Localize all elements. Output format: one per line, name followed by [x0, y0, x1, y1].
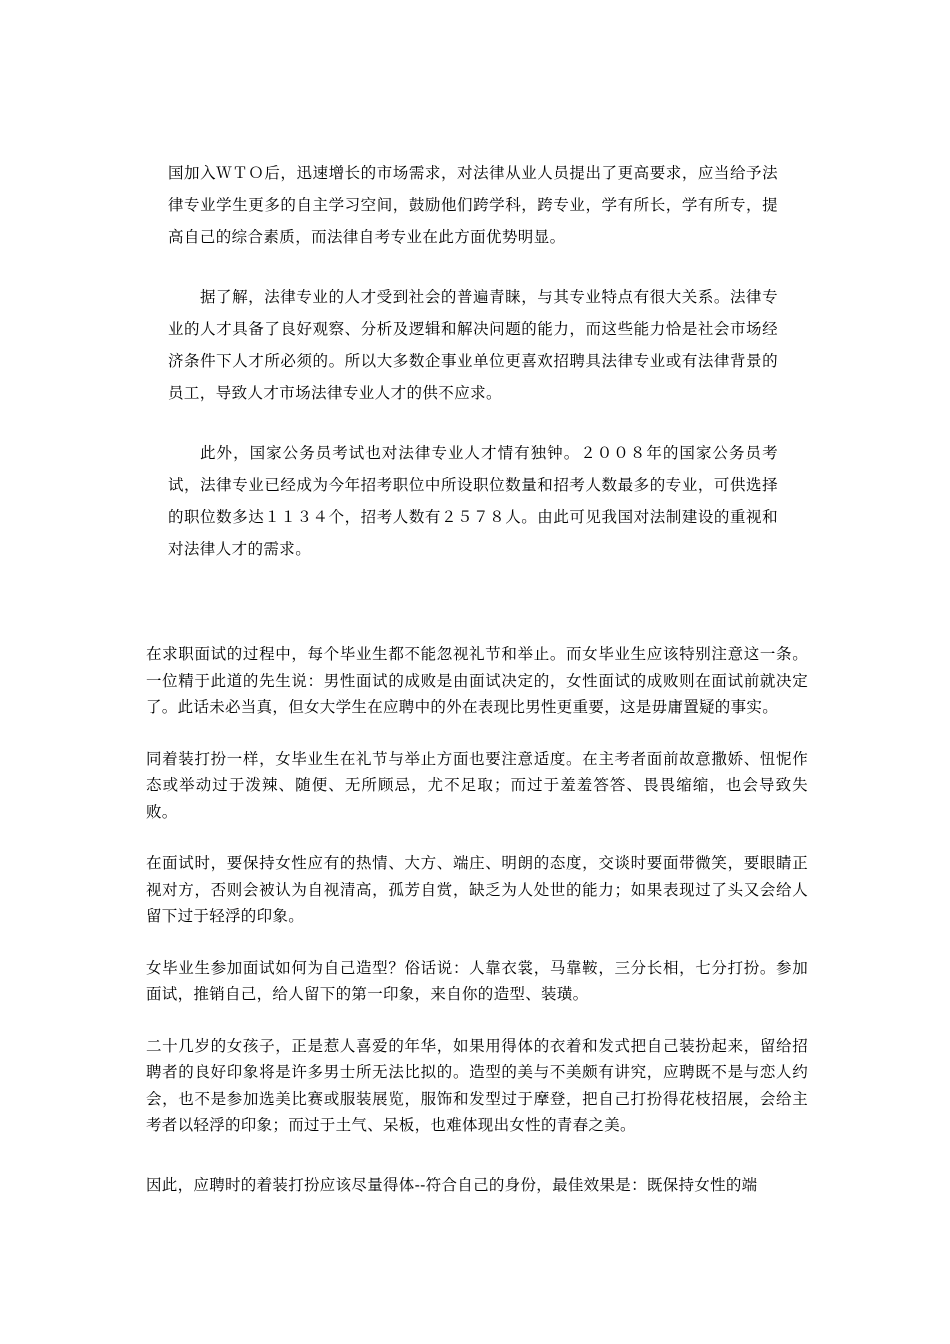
- paragraph-appropriate-dress: 因此，应聘时的着装打扮应该尽量得体--符合自己的身份，最佳效果是：既保持女性的端: [146, 1175, 758, 1194]
- paragraph-styling-question: 女毕业生参加面试如何为自己造型？俗话说：人靠衣裳，马靠鞍，三分长相，七分打扮。参加面试，推销自己，给人留下的第一印象，来自你的造型、装璜。: [146, 958, 808, 1003]
- paragraph-civil-service-exam: 此外，国家公务员考试也对法律专业人才情有独钟。２００８年的国家公务员考试，法律专业已经成为今年招考职位中所设职位数量和招考人数最多的专业，可供选择的职位数多达１１３４个，招考人数有２５７８人。由此可见我国对法制建设的重视和对法律人才的需求。: [168, 444, 778, 558]
- paragraph-moderate-behavior: 同着装打扮一样，女毕业生在礼节与举止方面也要注意适度。在主考者面前故意撒娇、忸怩作态或举动过于泼辣、随便、无所顾忌，尤不足取；而过于羞羞答答、畏畏缩缩，也会导致失败。: [146, 749, 808, 821]
- paragraph-interview-attitude: 在面试时，要保持女性应有的热情、大方、端庄、明朗的态度，交谈时要面带微笑，要眼睛正视对方，否则会被认为自视清高，孤芳自赏，缺乏为人处世的能力；如果表现过了头又会给人留下过于轻浮的印象。: [146, 854, 808, 925]
- interview-etiquette-section: [146, 641, 808, 1223]
- paragraph-youthful-image: 二十几岁的女孩子，正是惹人喜爱的年华，如果用得体的衣着和发式把自己装扮起来，留给招聘者的良好印象将是许多男士所无法比拟的。造型的美与不美颇有讲究，应聘既不是与恋人约会，也不是参加选美比赛或服装展览，服饰和发型过于摩登，把自己打扮得花枝招展，会给主考者以轻浮的印象；而过于土气、呆板，也难体现出女性的青春之美。: [146, 1036, 808, 1134]
- paragraph-wto-demand: 国加入ＷＴＯ后，迅速增长的市场需求，对法律从业人员提出了更高要求，应当给予法律专业学生更多的自主学习空间，鼓励他们跨学科，跨专业，学有所长，学有所专，提高自己的综合素质，而法律自考专业在此方面优势明显。: [168, 164, 778, 246]
- paragraph-law-talent-popularity: 据了解，法律专业的人才受到社会的普遍青睐，与其专业特点有很大关系。法律专业的人才具备了良好观察、分析及逻辑和解决问题的能力，而这些能力恰是社会市场经济条件下人才所必须的。所以大多数企事业单位更喜欢招聘具法律专业或有法律背景的员工，导致人才市场法律专业人才的供不应求。: [168, 288, 778, 402]
- paragraph-interview-manners: 在求职面试的过程中，每个毕业生都不能忽视礼节和举止。而女毕业生应该特别注意这一条。一位精于此道的先生说：男性面试的成败是由面试决定的，女性面试的成败则在面试前就决定了。此话未必当真，但女大学生在应聘中的外在表现比男性更重要，这是毋庸置疑的事实。: [146, 645, 808, 716]
- law-major-section: [168, 157, 778, 593]
